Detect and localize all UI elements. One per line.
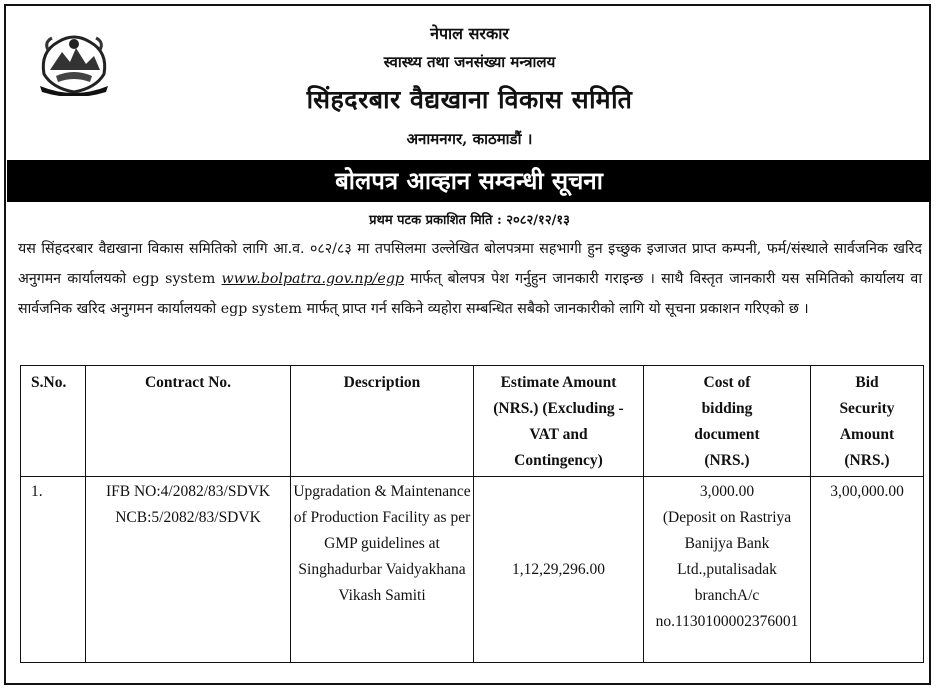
- notice-body-part2: मार्फत् बोलपत्र पेश गर्नुहुन जानकारी गराइन्छ । साथै विस्तृत जानकारी यस समितिको कार्यालय वा सार्वजनिक खरिद अनुगमन कार्यालयको egp system मार्फत् प्राप्त गर्न सकिने व्यहोरा सम्बन्धित सबैको जानकारीको लागि यो सूचना प्रकाशन गरिएको छ ।: [18, 271, 922, 317]
- published-date: प्रथम पटक प्रकाशित मिति : २०८२/१२/१३: [369, 213, 570, 228]
- header-estimate-amount: Estimate Amount (NRS.) (Excluding - VAT and Contingency): [474, 366, 644, 477]
- notice-body: [18, 234, 922, 324]
- notice-title: बोलपत्र आव्हान सम्वन्धी सूचना: [7, 160, 931, 202]
- cell-description: Upgradation & Maintenance of Production Facility as per GMP guidelines at Singhadurbar Vaidyakhana Vikash Samiti: [291, 477, 474, 663]
- header-description: Description: [291, 366, 474, 477]
- cell-estimate-amount: 1,12,29,296.00: [474, 477, 644, 663]
- cost-amount: 3,000.00: [699, 483, 755, 500]
- cell-bid-security: 3,00,000.00: [811, 477, 924, 663]
- notice-body-part1: यस सिंहदरबार वैद्यखाना विकास समितिको लागि आ.व. ०८२/८३ मा तपसिलमा उल्लेखित बोलपत्रमा सहभागी हुन इच्छुक इजाजत प्राप्त कम्पनी, फर्म/संस्थाले सार्वजनिक खरिद अनुगमन कार्यालयको egp system: [18, 241, 922, 287]
- header-sno: S.No.: [21, 366, 86, 477]
- header-bid-security: Bid Security Amount (NRS.): [811, 366, 924, 477]
- table-row: [21, 477, 924, 663]
- bolpatra-link[interactable]: www.bolpatra.gov.np/egp: [221, 271, 404, 287]
- organization-name: सिंहदरबार वैद्यखाना विकास समिति: [306, 85, 633, 114]
- ministry-name: स्वास्थ्य तथा जनसंख्या मन्त्रालय: [383, 53, 556, 71]
- header-cost-of-document: Cost of bidding document (NRS.): [644, 366, 811, 477]
- bid-table: [20, 365, 924, 663]
- cost-deposit-note: (Deposit on Rastriya Banijya Bank Ltd.,putalisadak branchA/c no.1130100002376001: [655, 509, 799, 630]
- government-name: नेपाल सरकार: [430, 24, 509, 43]
- organization-address: अनामनगर, काठमाडौं ।: [406, 130, 533, 148]
- cell-cost-of-document: [644, 477, 811, 663]
- cell-contract-no: IFB NO:4/2082/83/SDVK NCB:5/2082/83/SDVK: [86, 477, 291, 663]
- header-contract-no: Contract No.: [86, 366, 291, 477]
- table-header-row: [21, 366, 924, 477]
- cell-sno: 1.: [21, 477, 86, 663]
